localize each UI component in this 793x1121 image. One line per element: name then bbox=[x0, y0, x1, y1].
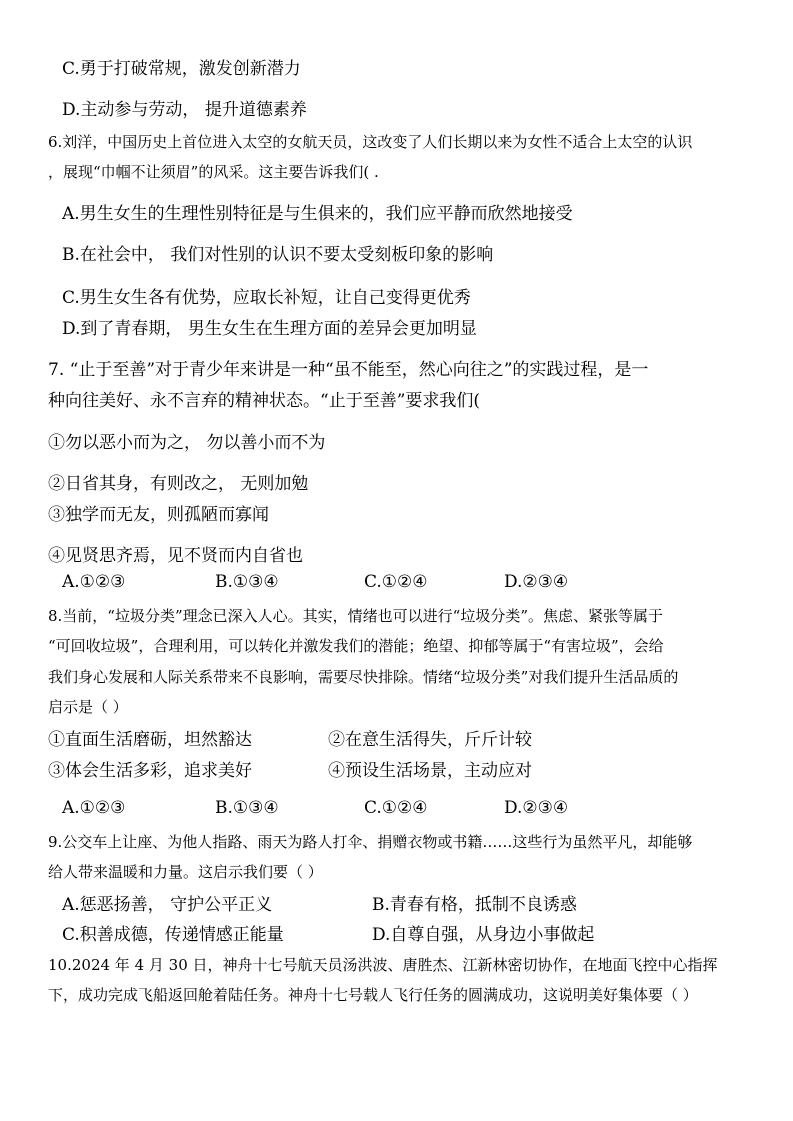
q8-item-4: ④预设生活场景，主动应对 bbox=[328, 761, 532, 781]
q7-item-1: ①勿以恶小而为之， 勿以善小而不为 bbox=[48, 433, 326, 453]
q6-option-b: B.在社会中， 我们对性别的认识不要太受刻板印象的影响 bbox=[62, 245, 494, 265]
q7-options bbox=[0, 572, 793, 596]
q8-stem-line1: 8.当前，“垃圾分类”理念已深入人心。其实，情绪也可以进行“垃圾分类”。焦虑、紧张等属于 bbox=[48, 607, 663, 625]
q10-stem-line2: 下，成功完成飞船返回舱着陆任务。神舟十七号载人飞行任务的圆满成功，这说明美好集体要（ ） bbox=[48, 986, 698, 1004]
q8-item-2: ②在意生活得失，斤斤计较 bbox=[328, 730, 532, 750]
q8-option-b: B.①③④ bbox=[215, 798, 279, 818]
q7-stem-line2: 种向往美好、永不言弃的精神状态。“止于至善”要求我们( bbox=[48, 391, 481, 411]
q8-options bbox=[0, 798, 793, 822]
q8-option-d: D.②③④ bbox=[504, 798, 569, 818]
q7-option-a: A.①②③ bbox=[62, 572, 126, 592]
q9-options-row2 bbox=[0, 920, 793, 944]
q7-item-3: ③独学而无友，则孤陋而寡闻 bbox=[48, 505, 269, 525]
q6-option-c: C.男生女生各有优势，应取长补短，让自己变得更优秀 bbox=[62, 288, 471, 308]
q7-item-4: ④见贤思齐焉，见不贤而内自省也 bbox=[48, 546, 303, 566]
q8-stem-line4: 启示是（ ） bbox=[48, 698, 128, 716]
q6-stem-line2: ，展现“巾帼不让须眉”的风采。这主要告诉我们( . bbox=[48, 163, 379, 181]
q8-items-row2 bbox=[0, 756, 793, 780]
q8-items-row1 bbox=[0, 725, 793, 749]
q5-option-c: C.勇于打破常规，激发创新潜力 bbox=[62, 59, 301, 79]
q9-stem-line2: 给人带来温暖和力量。这启示我们要（ ） bbox=[48, 863, 323, 881]
q8-stem-line3: 我们身心发展和人际关系带来不良影响，需要尽快排除。情绪“垃圾分类”对我们提升生活品质的 bbox=[48, 668, 679, 686]
q8-stem-line2: “可回收垃圾”，合理利用，可以转化并激发我们的潜能；绝望、抑郁等属于“有害垃圾”，会给 bbox=[48, 637, 664, 655]
q7-item-2: ②日省其身，有则改之， 无则加勉 bbox=[48, 474, 309, 494]
q9-stem-line1: 9.公交车上让座、为他人指路、雨天为路人打伞、捐赠衣物或书籍……这些行为虽然平凡，却能够 bbox=[48, 833, 693, 851]
q7-option-d: D.②③④ bbox=[504, 572, 569, 592]
q8-item-3: ③体会生活多彩，追求美好 bbox=[48, 761, 252, 781]
q9-option-b: B.青春有格，抵制不良诱惑 bbox=[372, 895, 577, 915]
q7-option-b: B.①③④ bbox=[215, 572, 279, 592]
q8-option-a: A.①②③ bbox=[62, 798, 126, 818]
q7-option-c: C.①②④ bbox=[364, 572, 428, 592]
q6-stem-line1: 6.刘洋，中国历史上首位进入太空的女航天员，这改变了人们长期以来为女性不适合上太空的认识 bbox=[48, 133, 693, 151]
q9-option-a: A.惩恶扬善， 守护公平正义 bbox=[62, 895, 273, 915]
q9-option-c: C.积善成德，传递情感正能量 bbox=[62, 925, 284, 945]
q6-option-a: A.男生女生的生理性别特征是与生俱来的，我们应平静而欣然地接受 bbox=[62, 204, 573, 224]
q8-item-1: ①直面生活磨砺，坦然豁达 bbox=[48, 730, 252, 750]
q9-option-d: D.自尊自强，从身边小事做起 bbox=[372, 925, 595, 945]
q6-option-d: D.到了青春期， 男生女生在生理方面的差异会更加明显 bbox=[62, 319, 477, 339]
q10-stem-line1: 10.2024 年 4 月 30 日，神舟十七号航天员汤洪波、唐胜杰、江新林密切协作，在地面飞控中心指挥 bbox=[48, 956, 718, 974]
q9-options-row1 bbox=[0, 890, 793, 914]
q5-option-d: D.主动参与劳动， 提升道德素养 bbox=[62, 100, 307, 120]
q7-stem-line1: 7. “止于至善”对于青少年来讲是一种“虽不能至，然心向往之”的实践过程，是一 bbox=[48, 360, 649, 380]
q8-option-c: C.①②④ bbox=[364, 798, 428, 818]
